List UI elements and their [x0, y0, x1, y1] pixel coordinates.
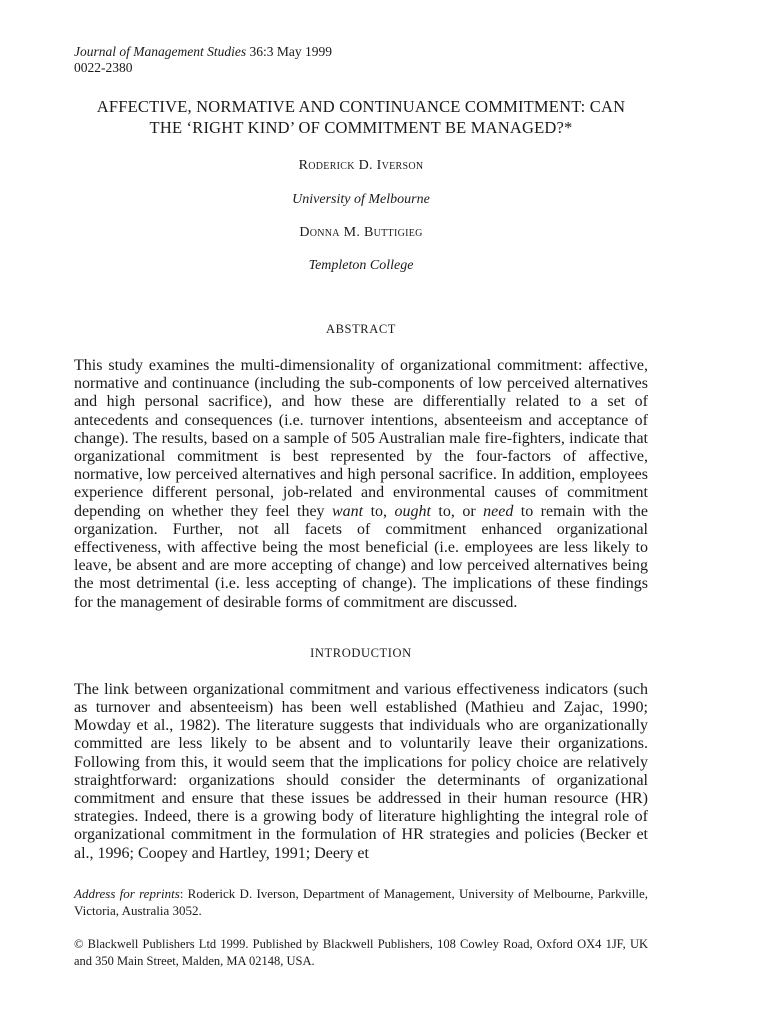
article-title: AFFECTIVE, NORMATIVE AND CONTINUANCE COMMITMENT: CAN THE ‘RIGHT KIND’ OF COMMITMENT BE MANAGED?*: [96, 97, 626, 137]
author-affiliation: University of Melbourne: [292, 192, 430, 207]
abstract-text: to, or: [430, 502, 484, 520]
abstract-emphasis: want: [332, 502, 364, 520]
abstract-emphasis: ought: [394, 502, 431, 520]
abstract-text: to,: [363, 502, 395, 520]
introduction-body: The link between organizational commitment and various effectiveness indicators (such as turnover and absenteeism) has been well established (Mathieu and Zajac, 1990; Mowday et al., 1982). The literature suggests that individuals who are organizationally committed are less likely to be absent and to voluntarily leave their organizations. Following from this, it would seem that the implications for policy choice are relatively straightforward: organizations should consider the determinants of organizational commitment and ensure that these issues be addressed in their human resource (HR) strategies. Indeed, there is a growing body of literature highlighting the integral role of organizational commitment in the formulation of HR strategies and policies (Becker et al., 1996; Coopey and Hartley, 1991; Deery et: [74, 680, 648, 862]
journal-name: Journal of Management Studies: [74, 44, 247, 59]
article-page: [74, 44, 648, 970]
introduction-heading: INTRODUCTION: [310, 645, 412, 660]
reprints-label: Address for reprints: [74, 885, 180, 901]
author-affiliation: Templeton College: [308, 258, 414, 273]
journal-citation: [74, 44, 648, 60]
abstract-body: [74, 357, 648, 612]
author-name: Roderick D. Iverson: [298, 158, 424, 173]
abstract-heading: ABSTRACT: [325, 322, 397, 336]
abstract-text: to remain with the organization. Further, not all facets of commitment enhanced organizational effectiveness, with affective being the most beneficial (i.e. employees are less likely to leave, be absent and are more accepting of change) and low perceived alternatives being the most detrimental (i.e. less accepting of change). The implications of these findings for the management of desirable forms of commitment are discussed.: [74, 502, 649, 611]
reprints-address: : Roderick D. Iverson, Department of Management, University of Melbourne, Parkville, Victoria, Australia 3052.: [74, 885, 648, 918]
abstract-text: This study examines the multi-dimensionality of organizational commitment: affective, normative and continuance (including the sub-components of low perceived alternatives and high personal sacrifice), and how these are differentially related to a set of antecedents and consequences (i.e. turnover intentions, absenteeism and acceptance of change). The results, based on a sample of 505 Australian male fire-fighters, indicate that organizational commitment is best represented by the four-factors of affective, normative, low perceived alternatives and high personal sacrifice. In addition, employees experience different personal, job-related and environmental causes of commitment depending on whether they feel they: [74, 357, 648, 520]
copyright-notice: © Blackwell Publishers Ltd 1999. Published by Blackwell Publishers, 108 Cowley Road, Oxford OX4 1JF, UK and 350 Main Street, Malden, MA 02148, USA.: [74, 936, 648, 968]
author-name: Donna M. Buttigieg: [299, 225, 423, 240]
reprints-footnote: [74, 885, 648, 919]
abstract-emphasis: need: [483, 502, 514, 520]
journal-issue: 36:3 May 1999: [246, 44, 332, 59]
journal-issn: 0022-2380: [74, 60, 133, 75]
